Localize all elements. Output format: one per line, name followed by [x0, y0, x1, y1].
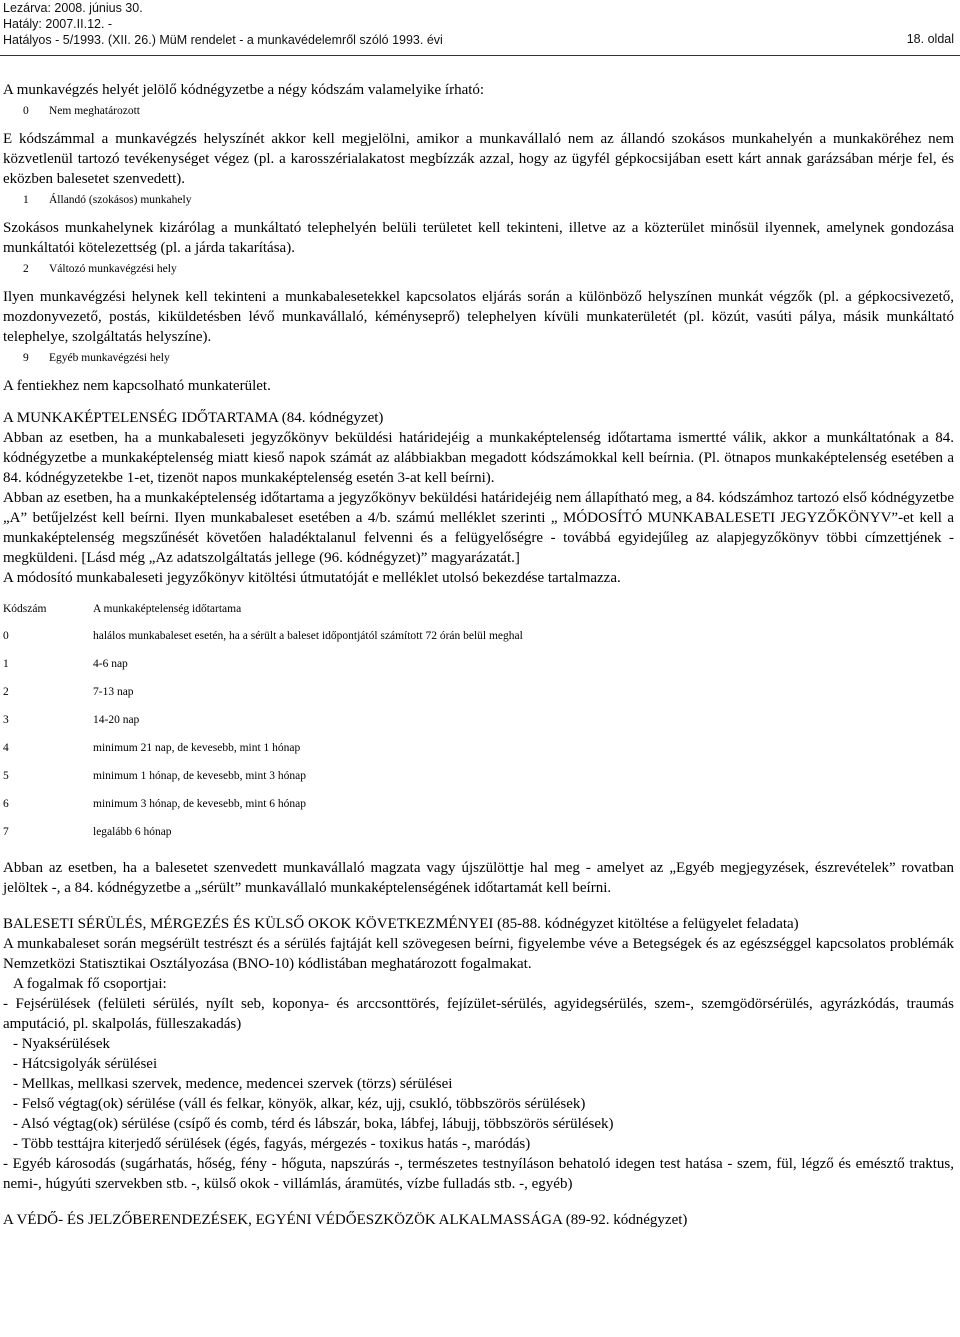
- table-cell-duration: halálos munkabaleset esetén, ha a sérült a baleset időpontjától számított 72 órán belül meghal: [93, 630, 523, 642]
- injury-list-item: - Nyaksérülések: [13, 1036, 111, 1052]
- code-item-9: [3, 350, 954, 366]
- injury-list-item: - Fejsérülések (felületi sérülés, nyílt seb, koponya- és arccsonttörés, fejízület-sérülés, agyidegsérülés, szem-, szemgödörsérülés, agyrázkódás, traumás amputáció, pl. skalpolás, fülleszakadás): [3, 996, 954, 1032]
- paragraph-code-2: Ilyen munkavégzési helynek kell tekinteni a munkabalesetekkel kapcsolatos eljárás során a különböző helyszínen munkát végzők (pl. a gépkocsivezető, mozdonyvezető, postás, kiküldetésben lévő munkavállaló, kéményseprő) telephelyen kívüli munkaterületét (pl. közút, vasúti pálya, másik munkáltató telephelye, szolgáltatás helyszíne).: [3, 289, 954, 345]
- injury-list-item: - Mellkas, mellkasi szervek, medence, medencei szervek (törzs) sérülései: [13, 1076, 453, 1092]
- code-number: 2: [23, 263, 29, 275]
- table-row: [3, 762, 523, 790]
- document-header: [3, 0, 443, 48]
- table-header-duration: A munkaképtelenség időtartama: [93, 603, 242, 615]
- section1-paragraph-1: Abban az esetben, ha a munkabaleseti jegyzőkönyv beküldési határidejéig a munkaképtelenség időtartama ismertté válik, akkor a munkáltatónak a 84. kódnégyzetbe a munkaképtelenség miatt kieső napok számát az alábbiakban megadott kódszámokkal kell beírnia. (Pl. ötnapos munkaképtelenség esetében a 84. kódnégyzetekbe 1-et, tizenöt napos munkaképtelenség esetén 3-at kell beírni).: [3, 430, 954, 486]
- table-cell-code: 0: [3, 630, 9, 642]
- code-label: Egyéb munkavégzési hely: [49, 352, 170, 364]
- page-number: 18. oldal: [906, 32, 954, 46]
- table-cell-duration: 7-13 nap: [93, 686, 134, 698]
- table-header-row: [3, 596, 523, 622]
- table-row: [3, 734, 523, 762]
- table-cell-code: 7: [3, 826, 9, 838]
- paragraph-after-table: Abban az esetben, ha a balesetet szenvedett munkavállaló magzata vagy újszülöttje hal meg - amelyet az „Egyéb megjegyzések, észrevételek” rovatban jelöltek -, a 84. kódnégyzetbe a „sérült” munkavállaló munkaképtelenségének időtartamát kell beírni.: [3, 860, 954, 896]
- header-regulation: Hatályos - 5/1993. (XII. 26.) MüM rendelet - a munkavédelemről szóló 1993. évi: [3, 33, 443, 47]
- section-title-serules: BALESETI SÉRÜLÉS, MÉRGEZÉS ÉS KÜLSŐ OKOK KÖVETKEZMÉNYEI (85-88. kódnégyzet kitöltése a felügyelet feladata): [3, 916, 799, 932]
- injury-list-item: - Alsó végtag(ok) sérülése (csípő és comb, térd és lábszár, boka, lábfej, lábujj, többszörös sérülések): [13, 1116, 614, 1132]
- table-row: [3, 678, 523, 706]
- table-cell-duration: 14-20 nap: [93, 714, 140, 726]
- header-effective-date: Hatály: 2007.II.12. -: [3, 17, 113, 31]
- table-cell-duration: legalább 6 hónap: [93, 826, 172, 838]
- table-cell-duration: minimum 21 nap, de kevesebb, mint 1 hónap: [93, 742, 301, 754]
- paragraph-code-0: E kódszámmal a munkavégzés helyszínét akkor kell megjelölni, amikor a munkavállaló nem az állandó szokásos munkahelyén a munkaköréhez nem közvetlenül tartozó tevékenységet végez (pl. a karosszérialakatost megbízzák azzal, hogy az ügyfél gépkocsijában esett kárt annak garázsában mérje fel, és eközben balesetet szenvedett).: [3, 131, 954, 187]
- table-header-code: Kódszám: [3, 603, 47, 615]
- section1-paragraph-3: A módosító munkabaleseti jegyzőkönyv kitöltési útmutatóját e melléklet utolsó bekezdése tartalmazza.: [3, 570, 621, 586]
- section-title-vedoberendezesek: A VÉDŐ- ÉS JELZŐBERENDEZÉSEK, EGYÉNI VÉDŐESZKÖZÖK ALKALMASSÁGA (89-92. kódnégyzet): [3, 1212, 688, 1228]
- header-divider: [0, 55, 960, 56]
- table-row: [3, 818, 523, 846]
- header-closed-date: Lezárva: 2008. június 30.: [3, 1, 143, 15]
- code-item-0: [3, 103, 954, 119]
- section1-paragraph-2: Abban az esetben, ha a munkaképtelenség időtartama a jegyzőkönyv beküldési határidejéig nem állapítható meg, a 84. kódszámhoz tartozó első kódnégyzetbe „A” betűjelzést kell beírni. Ilyen munkabaleset esetében a 4/b. számú melléklet szerinti „ MÓDOSÍTÓ MUNKABALESETI JEGYZŐKÖNYV”-et kell a munkaképtelenség megszűnését követően haladéktalanul felvenni és a felügyelőségre - továbbá egyidejűleg az alapjegyzőkönyv többi címzettjének - megküldeni. [Lásd még „Az adatszolgáltatás jellege (96. kódnégyzet)” magyarázatát.]: [3, 490, 954, 566]
- table-row: [3, 622, 523, 650]
- table-cell-code: 4: [3, 742, 9, 754]
- injury-list-item: - Hátcsigolyák sérülései: [13, 1056, 158, 1072]
- document-body: [3, 80, 954, 1230]
- table-cell-duration: minimum 1 hónap, de kevesebb, mint 3 hónap: [93, 770, 307, 782]
- paragraph-code-9: A fentiekhez nem kapcsolható munkaterület.: [3, 378, 271, 394]
- code-label: Állandó (szokásos) munkahely: [49, 194, 192, 206]
- paragraph-code-1: Szokásos munkahelynek kizárólag a munkáltató telephelyén belüli területet kell tekinteni, illetve az a közterület minősül ilyennek, amelynek gondozása munkáltatói kötelezettség (pl. a járda takarítása).: [3, 220, 954, 256]
- injury-list-item: - Felső végtag(ok) sérülése (váll és felkar, könyök, alkar, kéz, ujj, csukló, többszörös sérülések): [13, 1096, 586, 1112]
- code-number: 0: [23, 105, 29, 117]
- table-row: [3, 706, 523, 734]
- table-row: [3, 790, 523, 818]
- code-item-2: [3, 261, 954, 277]
- code-number: 9: [23, 352, 29, 364]
- table-cell-code: 5: [3, 770, 9, 782]
- code-label: Változó munkavégzési hely: [49, 263, 177, 275]
- code-number: 1: [23, 194, 29, 206]
- table-cell-code: 1: [3, 658, 9, 670]
- duration-code-table: [3, 596, 523, 846]
- table-cell-code: 6: [3, 798, 9, 810]
- section2-paragraph-2: A fogalmak fő csoportjai:: [13, 976, 167, 992]
- table-cell-code: 2: [3, 686, 9, 698]
- injury-list-item: - Több testtájra kiterjedő sérülések (égés, fagyás, mérgezés - toxikus hatás -, maródás): [13, 1136, 531, 1152]
- table-cell-duration: 4-6 nap: [93, 658, 128, 670]
- table-cell-duration: minimum 3 hónap, de kevesebb, mint 6 hónap: [93, 798, 307, 810]
- intro-paragraph: A munkavégzés helyét jelölő kódnégyzetbe a négy kódszám valamelyike írható:: [3, 82, 485, 98]
- code-item-1: [3, 192, 954, 208]
- code-label: Nem meghatározott: [49, 105, 141, 117]
- section2-paragraph-1: A munkabaleset során megsérült testrészt és a sérülés fajtáját kell szövegesen beírni, figyelembe véve a Betegségek és az egészséggel kapcsolatos problémák Nemzetközi Statisztikai Osztályozása (BNO-10) kódlistában meghatározott fogalmakat.: [3, 936, 954, 972]
- table-row: [3, 650, 523, 678]
- table-cell-code: 3: [3, 714, 9, 726]
- injury-list-item: - Egyéb károsodás (sugárhatás, hőség, fény - hőguta, napszúrás -, természetes testnyíláson behatoló idegen test hatása - szem, fül, légző és emésztő traktus, nemi-, húgyúti szervekben stb. -, külső okok - villámlás, áramütés, vízbe fulladás stb. -, egyéb): [3, 1156, 954, 1192]
- section-title-munkakeptelenseg: A MUNKAKÉPTELENSÉG IDŐTARTAMA (84. kódnégyzet): [3, 410, 384, 426]
